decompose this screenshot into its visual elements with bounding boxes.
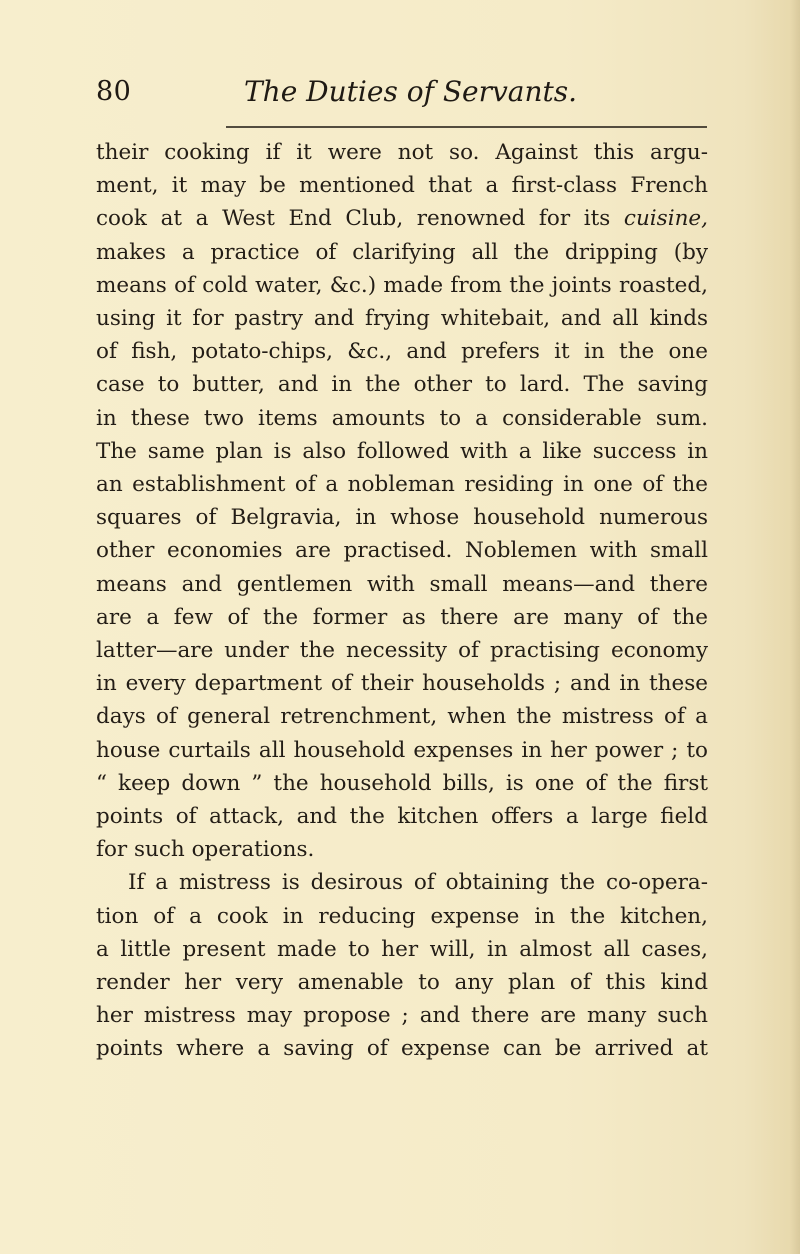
text-line: house curtails all household expenses in her power ; to — [96, 737, 708, 763]
text-line-part: cook at a West End Club, renowned for its — [96, 206, 624, 232]
running-header — [96, 72, 708, 112]
text-line: case to butter, and in the other to lard. The saving — [96, 372, 708, 398]
text-line: of fish, potato-chips, &c., and prefers it in the one — [96, 339, 708, 365]
header-rule — [226, 126, 707, 128]
text-line: latter—are under the necessity of practising economy — [96, 638, 708, 664]
text-line: are a few of the former as there are many of the — [96, 604, 708, 630]
text-line: other economies are practised. Noblemen with small — [96, 538, 708, 564]
text-line: a little present made to her will, in almost all cases, — [96, 936, 708, 962]
page-number: 80 — [96, 76, 132, 107]
text-line: in every department of their households ; and in these — [96, 671, 708, 697]
text-line: in these two items amounts to a considerable sum. — [96, 405, 708, 431]
text-line: using it for pastry and frying whitebait, and all kinds — [96, 306, 708, 332]
text-line: means of cold water, &c.) made from the joints roasted, — [96, 272, 708, 298]
text-line: an establishment of a nobleman residing in one of the — [96, 472, 708, 498]
italic-word: cuisine, — [623, 206, 708, 232]
body-text — [96, 136, 708, 1066]
text-line: The same plan is also followed with a like success in — [96, 438, 708, 464]
text-line: tion of a cook in reducing expense in the kitchen, — [96, 903, 708, 929]
page-edge-shadow — [790, 0, 800, 1254]
paragraph-start-line: If a mistress is desirous of obtaining the co-opera- — [128, 870, 708, 896]
running-title: The Duties of Servants. — [244, 75, 578, 108]
paragraph-end-line: for such operations. — [96, 837, 315, 863]
text-line: points where a saving of expense can be arrived at — [96, 1036, 708, 1062]
text-line: ment, it may be mentioned that a first-class French — [96, 173, 708, 199]
text-line: days of general retrenchment, when the mistress of a — [96, 704, 708, 730]
text-line: squares of Belgravia, in whose household numerous — [96, 505, 708, 531]
text-line: makes a practice of clarifying all the dripping (by — [96, 239, 708, 265]
text-line: means and gentlemen with small means—and there — [96, 571, 708, 597]
text-line: render her very amenable to any plan of this kind — [96, 970, 708, 996]
text-line — [96, 202, 708, 235]
text-line: “ keep down ” the household bills, is one of the first — [96, 770, 708, 796]
text-line: her mistress may propose ; and there are many such — [96, 1003, 708, 1029]
text-line: their cooking if it were not so. Against this argu- — [96, 140, 708, 165]
text-line: points of attack, and the kitchen offers a large field — [96, 804, 708, 830]
